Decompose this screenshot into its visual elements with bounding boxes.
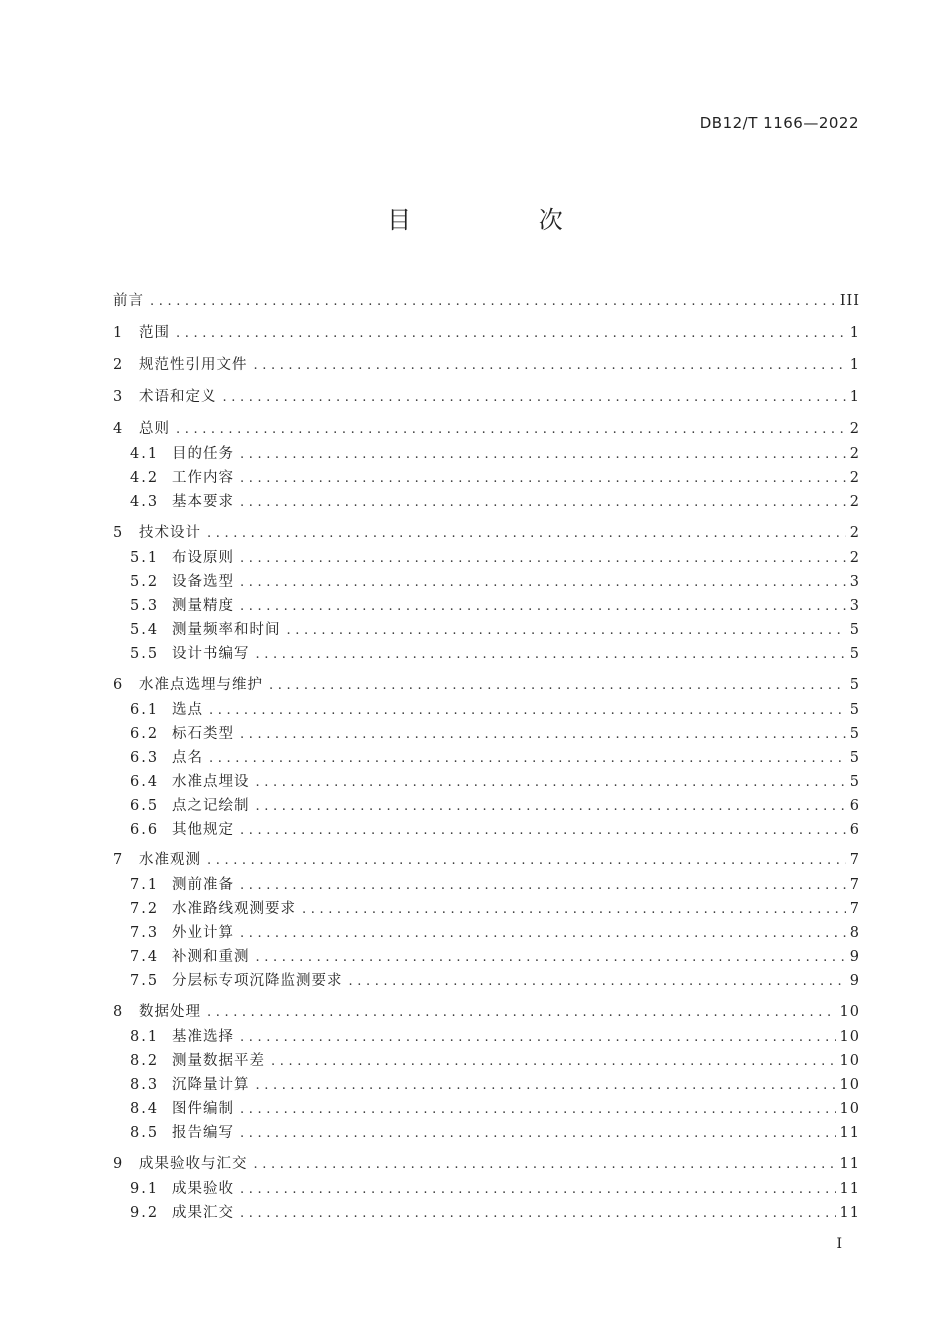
toc-entry-title: 规范性引用文件 [139,357,248,373]
toc-entry[interactable] [113,354,860,376]
dot-leader [209,748,846,770]
toc-entry-page: 1 [849,357,860,373]
toc-entry[interactable] [130,547,860,569]
toc-entry-page: 5 [849,677,860,693]
toc-entry-number: 8.5 [130,1125,160,1141]
page-number: I [836,1236,842,1252]
toc-entry-title: 设计书编写 [172,646,250,662]
toc-entry-page: 8 [849,925,860,941]
toc-entry[interactable] [130,1026,860,1048]
toc-entry-title: 成果验收 [172,1181,234,1197]
toc-entry-number: 7.2 [130,901,160,917]
toc-entry[interactable] [130,874,860,896]
toc-entry[interactable] [130,1098,860,1120]
dot-leader [256,1075,836,1097]
toc-entry-number: 8.1 [130,1029,160,1045]
toc-entry-number: 5 [113,525,123,541]
toc-entry-title: 选点 [172,702,203,718]
toc-entry-page: 10 [839,1029,860,1045]
toc-entry[interactable] [130,795,860,817]
toc-entry-title: 水准点埋设 [172,774,250,790]
toc-entry[interactable] [130,747,860,769]
toc-entry[interactable] [113,1153,860,1175]
toc-entry-title: 布设原则 [172,550,234,566]
toc-entry-title: 数据处理 [139,1004,201,1020]
dot-leader [223,387,846,409]
toc-entry[interactable] [130,723,860,745]
standard-code: DB12/T 1166—2022 [699,114,859,132]
dot-leader [240,875,846,897]
toc-entry[interactable] [113,322,860,344]
dot-leader [207,1002,836,1024]
dot-leader [254,355,846,377]
toc-entry[interactable] [113,849,860,871]
toc-entry-number: 8.2 [130,1053,160,1069]
dot-leader [256,796,846,818]
dot-leader [240,1179,836,1201]
toc-entry[interactable] [130,595,860,617]
toc-entry-page: 10 [839,1004,860,1020]
dot-leader [240,820,846,842]
toc-entry[interactable] [130,946,860,968]
toc-entry-number: 6.3 [130,750,160,766]
toc-entry[interactable] [130,619,860,641]
toc-entry[interactable] [130,922,860,944]
toc-entry-title: 测量数据平差 [172,1053,265,1069]
toc-entry-title: 外业计算 [172,925,234,941]
toc-entry-number: 7.1 [130,877,160,893]
toc-entry-title: 范围 [139,325,170,341]
toc-entry-title: 其他规定 [172,822,234,838]
toc-entry-title: 分层标专项沉降监测要求 [172,973,343,989]
toc-entry-title: 前言 [113,293,144,309]
toc-entry-page: 5 [849,646,860,662]
toc-entry-page: 10 [839,1077,860,1093]
toc-entry[interactable] [130,699,860,721]
toc-entry[interactable] [130,1202,860,1224]
toc-entry-page: 7 [849,901,860,917]
dot-leader [256,947,846,969]
toc-entry[interactable] [130,1178,860,1200]
toc-entry-title: 补测和重测 [172,949,250,965]
toc-entry-page: 3 [849,598,860,614]
toc-entry[interactable] [130,970,860,992]
toc-entry-title: 工作内容 [172,470,234,486]
dot-leader [209,700,846,722]
toc-entry[interactable] [130,571,860,593]
toc-entry-title: 水准路线观测要求 [172,901,296,917]
toc-entry-page: 11 [839,1156,860,1172]
dot-leader [271,1051,836,1073]
toc-entry-number: 6.2 [130,726,160,742]
dot-leader [254,1154,836,1176]
toc-entry-number: 6.6 [130,822,160,838]
toc-entry[interactable] [113,386,860,408]
toc-entry[interactable] [130,1074,860,1096]
toc-entry-title: 点之记绘制 [172,798,250,814]
toc-entry-title: 标石类型 [172,726,234,742]
toc-entry[interactable] [130,1050,860,1072]
dot-leader [240,444,846,466]
toc-entry-number: 5.2 [130,574,160,590]
toc-entry-page: 2 [849,525,860,541]
toc-entry[interactable] [130,643,860,665]
toc-entry[interactable] [113,290,860,312]
toc-entry-number: 7 [113,852,123,868]
toc-entry-number: 4.1 [130,446,160,462]
dot-leader [302,899,846,921]
toc-entry[interactable] [130,1122,860,1144]
dot-leader [287,620,846,642]
toc-entry-title: 设备选型 [172,574,234,590]
toc-entry-title: 图件编制 [172,1101,234,1117]
toc-entry-page: 5 [849,702,860,718]
toc-entry[interactable] [113,418,860,440]
toc-entry-page: 6 [849,798,860,814]
toc-entry-page: 3 [849,574,860,590]
dot-leader [256,644,846,666]
toc-entry-number: 7.5 [130,973,160,989]
toc-entry-number: 6.1 [130,702,160,718]
toc-entry[interactable] [113,674,860,696]
dot-leader [240,548,846,570]
dot-leader [150,291,836,313]
toc-entry[interactable] [113,1001,860,1023]
toc-entry-number: 3 [113,389,123,405]
toc-entry-page: 7 [849,852,860,868]
dot-leader [349,971,846,993]
toc-entry-number: 4.3 [130,494,160,510]
toc-entry-number: 6 [113,677,123,693]
toc-entry-number: 6.5 [130,798,160,814]
toc-entry-page: 7 [849,877,860,893]
toc-entry-page: 2 [849,470,860,486]
toc-entry-title: 总则 [139,421,170,437]
toc-entry-title: 水准点选埋与维护 [139,677,263,693]
toc-entry-title: 基本要求 [172,494,234,510]
page-title: 目 次 [387,206,623,234]
toc-entry-page: 5 [849,622,860,638]
dot-leader [207,523,846,545]
toc-entry-page: 2 [849,550,860,566]
toc-entry-page: 5 [849,774,860,790]
dot-leader [240,492,846,514]
toc-entry-number: 7.3 [130,925,160,941]
dot-leader [240,923,846,945]
dot-leader [269,675,846,697]
toc-entry[interactable] [130,443,860,465]
toc-entry-number: 5.3 [130,598,160,614]
toc-entry[interactable] [130,898,860,920]
toc-entry-page: 11 [839,1181,860,1197]
dot-leader [240,468,846,490]
toc-entry-title: 测量频率和时间 [172,622,281,638]
toc-entry-number: 5.1 [130,550,160,566]
toc-entry-page: III [839,293,860,309]
dot-leader [240,1203,836,1225]
toc-entry-title: 测量精度 [172,598,234,614]
toc-entry-number: 6.4 [130,774,160,790]
toc-entry-number: 8.4 [130,1101,160,1117]
toc-entry-number: 7.4 [130,949,160,965]
toc-entry-page: 9 [849,973,860,989]
dot-leader [240,596,846,618]
toc-entry-title: 成果汇交 [172,1205,234,1221]
toc-entry-number: 5.4 [130,622,160,638]
toc-entry[interactable] [113,522,860,544]
toc-entry[interactable] [130,819,860,841]
toc-entry-title: 目的任务 [172,446,234,462]
toc-entry-number: 2 [113,357,123,373]
dot-leader [240,1123,836,1145]
toc-entry-number: 4.2 [130,470,160,486]
toc-entry-number: 1 [113,325,123,341]
toc-entry[interactable] [130,467,860,489]
dot-leader [240,1027,836,1049]
toc-entry-title: 沉降量计算 [172,1077,250,1093]
toc-entry-page: 2 [849,494,860,510]
toc-entry-title: 点名 [172,750,203,766]
dot-leader [176,419,846,441]
dot-leader [256,772,846,794]
toc-entry-number: 8 [113,1004,123,1020]
dot-leader [240,572,846,594]
toc-entry-number: 9 [113,1156,123,1172]
toc-entry-title: 水准观测 [139,852,201,868]
toc-entry-page: 2 [849,446,860,462]
toc-entry-title: 报告编写 [172,1125,234,1141]
toc-entry-page: 1 [849,325,860,341]
toc-entry-number: 9.2 [130,1205,160,1221]
toc-entry-number: 8.3 [130,1077,160,1093]
toc-entry-title: 技术设计 [139,525,201,541]
toc-entry-page: 9 [849,949,860,965]
toc-entry-page: 5 [849,750,860,766]
toc-entry-title: 测前准备 [172,877,234,893]
toc-entry[interactable] [130,491,860,513]
toc-entry-page: 10 [839,1053,860,1069]
toc-entry-page: 1 [849,389,860,405]
toc-entry-page: 11 [839,1205,860,1221]
dot-leader [207,850,846,872]
dot-leader [240,724,846,746]
toc-entry-page: 6 [849,822,860,838]
toc-entry-title: 成果验收与汇交 [139,1156,248,1172]
toc-entry[interactable] [130,771,860,793]
toc-entry-title: 术语和定义 [139,389,217,405]
toc-entry-title: 基准选择 [172,1029,234,1045]
toc-entry-number: 5.5 [130,646,160,662]
toc-entry-page: 2 [849,421,860,437]
toc-entry-page: 11 [839,1125,860,1141]
toc-entry-number: 9.1 [130,1181,160,1197]
dot-leader [176,323,846,345]
toc-entry-page: 10 [839,1101,860,1117]
toc-entry-page: 5 [849,726,860,742]
dot-leader [240,1099,836,1121]
toc-entry-number: 4 [113,421,123,437]
